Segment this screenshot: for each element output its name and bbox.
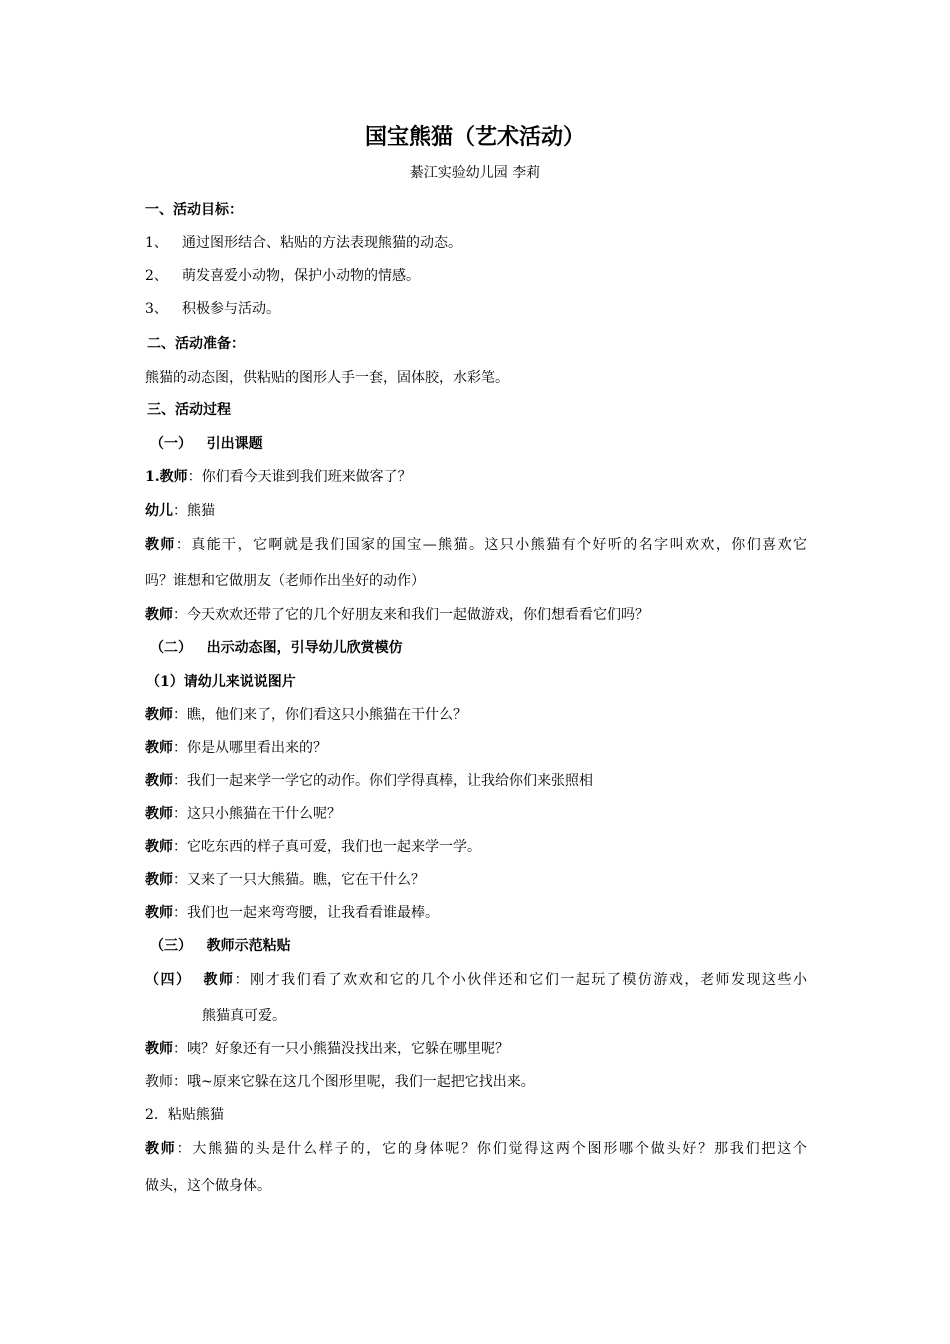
dialogue-continuation: 熊猫真可爱。 (202, 1008, 286, 1024)
dialogue-line (145, 705, 815, 725)
dialogue-line (145, 535, 807, 555)
section-heading-goals: 一、活动目标： (145, 202, 243, 218)
section-heading-prep: 二、活动准备： (147, 336, 245, 352)
speech-text: ：咦？好象还有一只小熊猫没找出来，它躲在哪里呢？ (173, 1041, 509, 1057)
part-heading-2: （二） 出示动态图，引导幼儿欣赏模仿 (150, 640, 403, 656)
dialogue-line (145, 804, 815, 824)
speaker-label: 教师 (145, 607, 173, 623)
speaker-label: 教师 (145, 1041, 173, 1057)
speaker-label: 1.教师 (145, 469, 188, 485)
dialogue-line (145, 1139, 807, 1159)
dialogue-line (145, 605, 815, 625)
author-line: 綦江实验幼儿园 李莉 (409, 165, 541, 181)
speaker-label: 教师 (145, 740, 173, 756)
document-title: 国宝熊猫（艺术活动） (364, 124, 585, 150)
speech-text: ：我们也一起来弯弯腰，让我看看谁最棒。 (173, 905, 439, 921)
speech-text: ：今天欢欢还带了它的几个好朋友来和我们一起做游戏，你们想看看它们吗？ (173, 607, 649, 623)
sub-heading: （1）请幼儿来说说图片 (146, 674, 296, 690)
speaker-label: 幼儿 (145, 503, 173, 519)
speaker-label: 教师 (145, 707, 173, 723)
speaker-label: 教师 (145, 806, 173, 822)
speaker-label: 教师 (145, 537, 176, 553)
speech-text: ：大熊猫的头是什么样子的，它的身体呢？你们觉得这两个图形哪个做头好？那我们把这个 (176, 1141, 808, 1157)
dialogue-line (145, 970, 807, 990)
speaker-label: 教师 (145, 872, 173, 888)
speech-text: ：我们一起来学一学它的动作。你们学得真棒，让我给你们来张照相 (173, 773, 593, 789)
speech-text: ：刚才我们看了欢欢和它的几个小伙伴还和它们一起玩了模仿游戏，老师发现这些小 (234, 972, 808, 988)
goal-item (145, 299, 815, 319)
dialogue-line (145, 870, 815, 890)
speech-text: ：瞧，他们来了，你们看这只小熊猫在干什么？ (173, 707, 467, 723)
dialogue-line (145, 837, 815, 857)
goal-text: 萌发喜爱小动物，保护小动物的情感。 (182, 268, 420, 284)
dialogue-line: 教师：哦~原来它躲在这几个图形里呢，我们一起把它找出来。 (145, 1074, 535, 1090)
section-heading-process: 三、活动过程 (147, 402, 231, 418)
goal-text: 通过图形结合、粘贴的方法表现熊猫的动态。 (182, 235, 462, 251)
part-heading-3: （三） 教师示范粘贴 (150, 938, 291, 954)
speech-text: ：真能干，它啊就是我们国家的国宝—熊猫。这只小熊猫有个好听的名字叫欢欢，你们喜欢它 (175, 537, 807, 553)
speaker-label: 教师 (145, 905, 173, 921)
dialogue-line (145, 501, 815, 521)
dialogue-line (145, 738, 815, 758)
speech-text: ：又来了一只大熊猫。瞧，它在干什么？ (173, 872, 425, 888)
speech-text: ：这只小熊猫在干什么呢？ (173, 806, 341, 822)
dialogue-continuation: 做头，这个做身体。 (145, 1178, 271, 1194)
dialogue-line (145, 771, 815, 791)
speech-text: ：你是从哪里看出来的？ (173, 740, 327, 756)
speech-text: ：它吃东西的样子真可爱，我们也一起来学一学。 (173, 839, 481, 855)
dialogue-line (145, 903, 815, 923)
speech-text: ：熊猫 (173, 503, 215, 519)
prep-text: 熊猫的动态图，供粘贴的图形人手一套，固体胶，水彩笔。 (145, 370, 509, 386)
speech-text: ：你们看今天谁到我们班来做客了？ (187, 469, 412, 485)
goal-text: 积极参与活动。 (182, 301, 280, 317)
goal-number: 2、 (145, 268, 168, 284)
part-number: （四） (145, 972, 192, 988)
goal-number: 1、 (145, 235, 168, 251)
goal-item (145, 233, 815, 253)
dialogue-continuation: 吗？谁想和它做朋友（老师作出坐好的动作） (145, 573, 425, 589)
speaker-label: 教师 (145, 839, 173, 855)
goal-number: 3、 (145, 301, 168, 317)
speaker-label: 教师 (145, 1141, 177, 1157)
speaker-label: 教师 (145, 773, 173, 789)
dialogue-line (145, 1039, 815, 1059)
step-heading: 2．粘贴熊猫 (145, 1107, 224, 1123)
goal-item (145, 266, 815, 286)
speaker-label: 教师 (203, 972, 235, 988)
part-heading-1: （一） 引出课题 (150, 436, 263, 452)
dialogue-line (145, 467, 815, 487)
